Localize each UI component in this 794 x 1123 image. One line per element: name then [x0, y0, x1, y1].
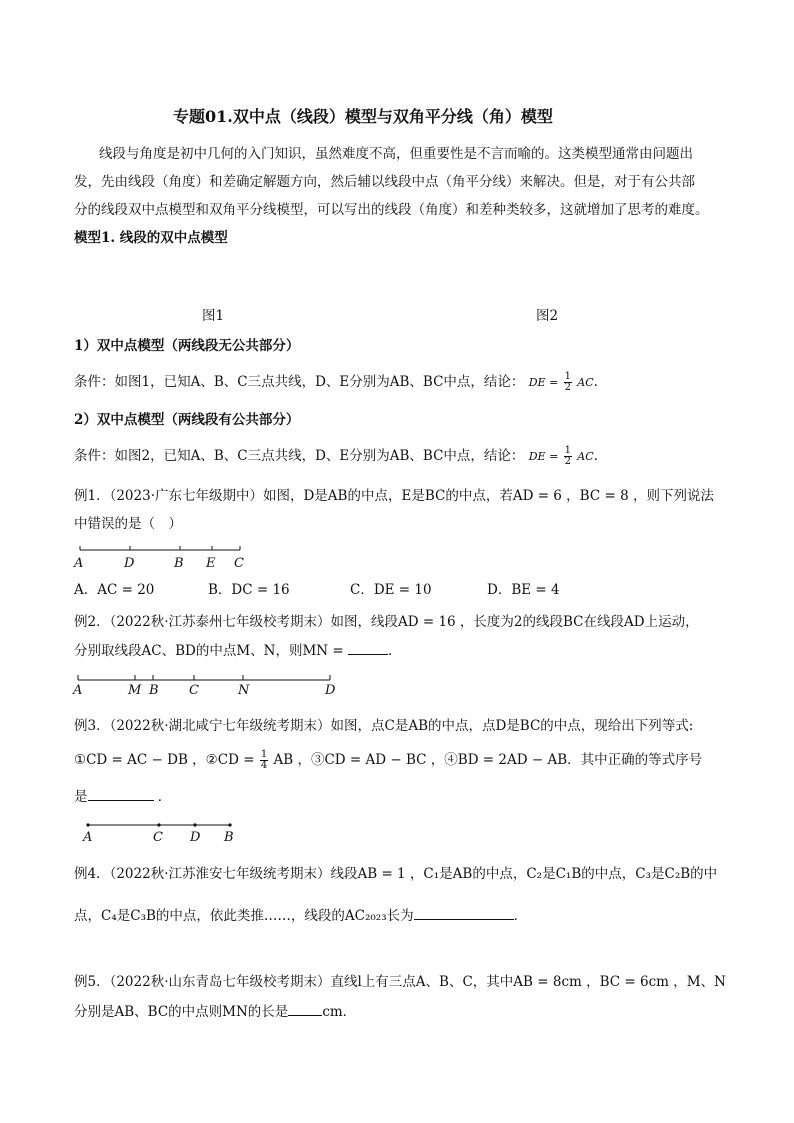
example-2-period: . [388, 643, 393, 659]
model-2-condition [74, 446, 598, 467]
point-label: A [83, 830, 93, 845]
example-5-line-2-text: 分别是AB、BC的中点则MN的长是 [74, 1004, 289, 1020]
fraction-denominator: 2 [564, 382, 571, 393]
model-2-condition-text: 条件：如图2，已知A、B、C三点共线，D、E分别为AB、BC中点，结论： [74, 448, 525, 464]
model-1-condition-text: 条件：如图1，已知A、B、C三点共线，D、E分别为AB、BC中点，结论： [74, 374, 525, 390]
fraction-one-half [564, 372, 572, 393]
example-1-line-2: 中错误的是（ ） [74, 516, 182, 532]
model-2-heading: 2）双中点模型（两线段有公共部分） [74, 412, 300, 428]
intro-line-3: 分的线段双中点模型和双角平分线模型，可以写出的线段（角度）和差种类较多，这就增加了思考的难度。 [74, 202, 709, 218]
example-3-eq-part-2: AB ，③CD = AD − BC ，④BD = 2AD − AB．其中正确的等式序号 [273, 752, 703, 768]
point-label: C [189, 683, 199, 698]
conclusion-lhs: DE = [528, 376, 559, 389]
example-1-option-d: D．BE = 4 [487, 582, 560, 598]
point-label: C [153, 830, 163, 845]
fraction-denominator: 4 [260, 760, 268, 771]
point-label: M [128, 683, 142, 698]
point-label: B [149, 683, 159, 698]
answer-blank[interactable] [414, 905, 514, 920]
answer-blank[interactable] [348, 640, 388, 655]
page-title: 专题01.双中点（线段）模型与双角平分线（角）模型 [173, 107, 553, 126]
example-3-eq-part-1: ①CD = AC − DB ，②CD = [74, 752, 255, 768]
example-4-line-2-text: 点，C₄是C₃B的中点，依此类推……，线段的AC₂₀₂₃长为 [74, 908, 414, 924]
fraction-numerator: 1 [260, 749, 268, 760]
example-4-line-1: 例4．（2022秋·江苏淮安七年级统考期末）线段AB = 1 ，C₁是AB的中点，C₂是C₁B的中点，C₃是C₂B的中 [74, 866, 718, 882]
conclusion-period: . [593, 448, 598, 464]
fraction-one-half [564, 446, 572, 467]
example-3-diagram [80, 815, 250, 845]
intro-line-2: 发，先由线段（角度）和差确定解题方向，然后辅以线段中点（角平分线）来解决。但是，对于有公共部 [74, 174, 695, 190]
example-1-option-b: B．DC = 16 [208, 582, 290, 598]
answer-blank[interactable] [88, 786, 154, 801]
fraction-one-quarter [260, 750, 268, 771]
conclusion-rhs: AC [577, 376, 594, 389]
point-label: B [224, 830, 234, 845]
example-5-line-1: 例5．（2022秋·山东青岛七年级校考期末）直线l上有三点A、B、C，其中AB = 8cm ，BC = 6cm ，M、N [74, 974, 726, 990]
fraction-numerator: 1 [564, 445, 571, 456]
example-3-equations [74, 750, 702, 771]
example-5-unit: cm． [322, 1004, 357, 1020]
example-1-diagram [70, 540, 260, 574]
example-3-line-3 [74, 786, 171, 807]
example-4-period: ． [513, 908, 528, 924]
point-label: D [124, 556, 135, 571]
point-label: D [325, 683, 336, 698]
example-1-line-1: 例1．（2023·广东七年级期中）如图，D是AB的中点，E是BC的中点，若AD = 6 ，BC = 8 ，则下列说法 [74, 488, 714, 504]
point-label: A [73, 683, 83, 698]
figure-2-caption: 图2 [536, 308, 559, 324]
model-1-condition [74, 372, 598, 393]
example-2-line-1: 例2．（2022秋·江苏泰州七年级校考期末）如图，线段AD = 16 ，长度为2的线段BC在线段AD上运动， [74, 614, 699, 630]
section-heading: 模型1. 线段的双中点模型 [74, 230, 228, 246]
figure-1-caption: 图1 [202, 308, 225, 324]
fraction-numerator: 1 [564, 371, 571, 382]
conclusion-rhs: AC [577, 450, 594, 463]
example-3-line-3-text: 是 [74, 789, 88, 805]
example-3-period: ． [157, 789, 172, 805]
example-5-line-2 [74, 1001, 356, 1022]
example-3-line-1: 例3．（2022秋·湖北咸宁七年级统考期末）如图，点C是AB的中点，点D是BC的中点，现给出下列等式: [74, 718, 694, 734]
example-2-line-2-text: 分别取线段AC、BD的中点M、N，则MN = [74, 643, 344, 659]
point-label: C [234, 556, 244, 571]
example-2-diagram [70, 670, 350, 700]
point-label: E [206, 556, 216, 571]
point-label: B [174, 556, 184, 571]
example-2-line-2 [74, 640, 392, 661]
model-1-heading: 1）双中点模型（两线段无公共部分） [74, 338, 300, 354]
fraction-denominator: 2 [564, 456, 571, 467]
point-label: A [74, 556, 84, 571]
point-label: N [238, 683, 250, 698]
example-1-option-a: A．AC = 20 [74, 582, 155, 598]
example-4-line-2 [74, 905, 527, 926]
answer-blank[interactable] [288, 1001, 322, 1016]
conclusion-period: . [593, 374, 598, 390]
conclusion-lhs: DE = [528, 450, 559, 463]
intro-line-1: 线段与角度是初中几何的入门知识，虽然难度不高，但重要性是不言而喻的。这类模型通常由问题出 [99, 146, 693, 162]
example-1-option-c: C．DE = 10 [350, 582, 432, 598]
point-label: D [190, 830, 201, 845]
